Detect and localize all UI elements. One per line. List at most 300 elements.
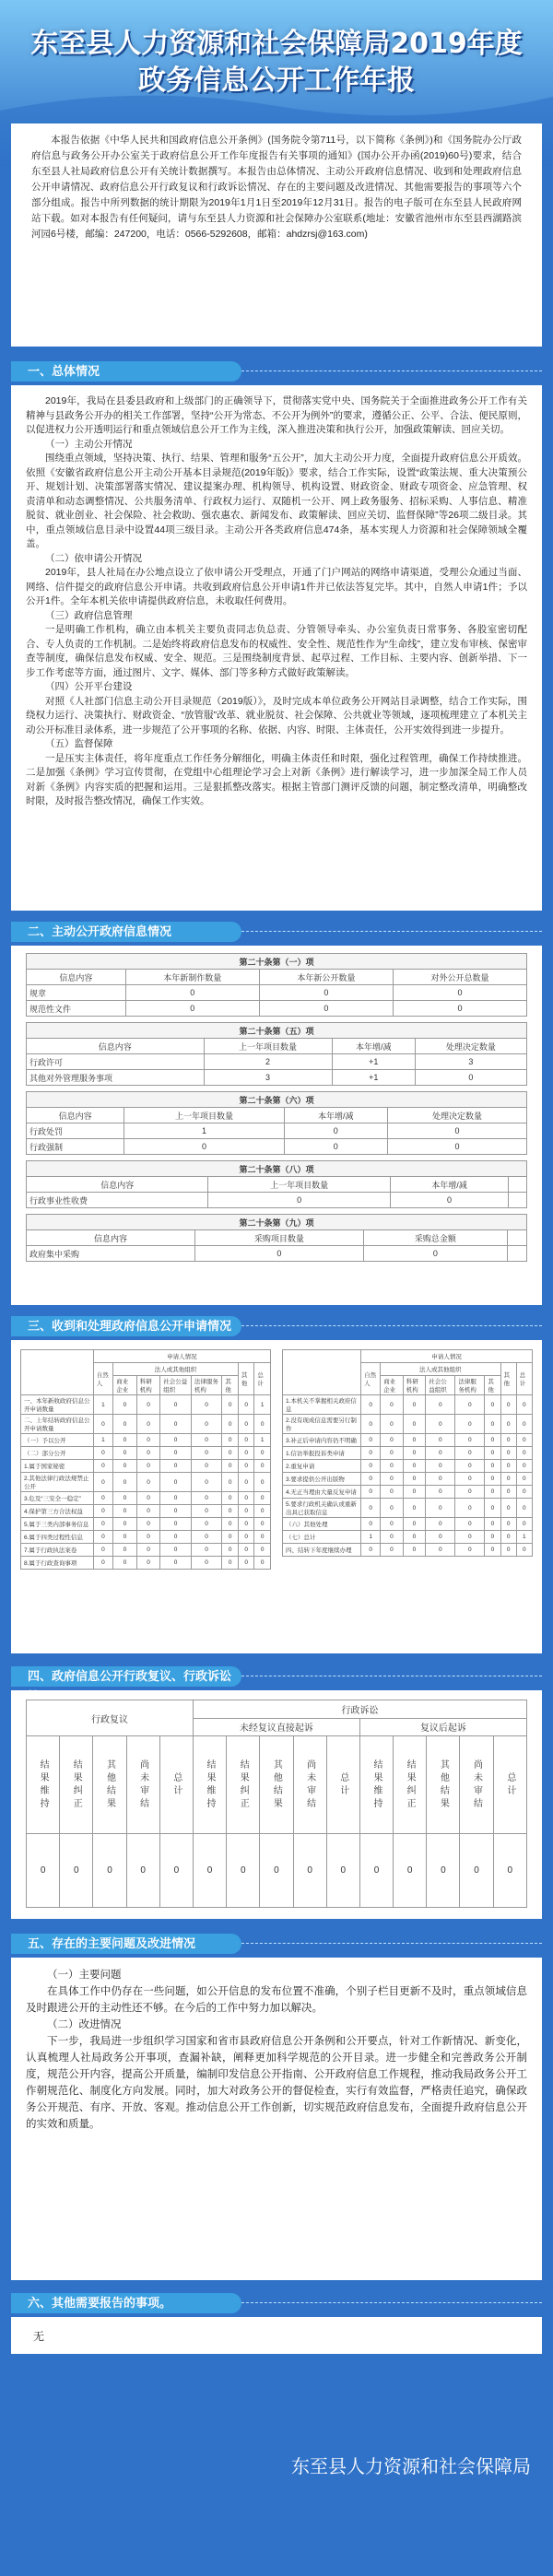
table-cell: +1 xyxy=(332,1070,415,1086)
table-header-cell: 信息内容 xyxy=(27,970,126,985)
table-header-cell: 采购项目数量 xyxy=(194,1230,363,1246)
active-tables xyxy=(26,953,527,1267)
table-cell: 0 xyxy=(500,1434,516,1447)
table-caption: 第二十条第（八）项 xyxy=(27,1161,527,1177)
table-header-cell: 采购总金额 xyxy=(363,1230,507,1246)
review-table xyxy=(26,1700,527,1908)
table-header-cell: 上一年项目数量 xyxy=(208,1177,390,1193)
table-cell: 4.保护第三方合法权益 xyxy=(21,1505,94,1518)
table-cell: （七）总计 xyxy=(283,1531,361,1544)
table-cell: 0 xyxy=(516,1544,532,1557)
review-col-header: 尚未审结 xyxy=(126,1736,159,1834)
table-cell: 0 xyxy=(113,1460,137,1473)
table-header-row xyxy=(27,1230,527,1246)
table-cell: 0 xyxy=(361,1486,381,1499)
table-cell: 0 xyxy=(254,1505,271,1518)
table-cell: 0 xyxy=(160,1518,192,1531)
table-caption: 第二十条第（九）项 xyxy=(27,1215,527,1230)
active-table xyxy=(26,1091,527,1155)
table-row xyxy=(27,1139,527,1155)
table-cell: 4.无正当理由大量反复申请 xyxy=(283,1486,361,1499)
review-col-header: 结果维持 xyxy=(27,1736,60,1834)
table-cell: 0 xyxy=(222,1505,239,1518)
table-cell: 0 xyxy=(222,1557,239,1570)
table-cell: 0 xyxy=(516,1434,532,1447)
table-cell: 0 xyxy=(381,1499,404,1518)
table-cell: 规章 xyxy=(27,985,126,1001)
table-cell: 0 xyxy=(160,1531,192,1544)
table-cell: 0 xyxy=(160,1473,192,1492)
review-group-header: 行政诉讼 xyxy=(193,1700,526,1719)
table-row xyxy=(283,1544,533,1557)
table-cell: 0 xyxy=(500,1544,516,1557)
table-caption: 第二十条第（一）项 xyxy=(27,954,527,970)
table-cell: 0 xyxy=(238,1447,254,1460)
table-header-row xyxy=(27,970,527,985)
table-cell: 0 xyxy=(426,1395,455,1415)
section-2-header: 二、主动公开政府信息情况 xyxy=(11,922,241,942)
table-cell: 0 xyxy=(516,1415,532,1434)
table-cell: 0 xyxy=(93,1544,113,1557)
table-cell: 0 xyxy=(113,1473,137,1492)
table-cell: 0 xyxy=(361,1415,381,1434)
table-cell: 0 xyxy=(222,1531,239,1544)
table-cell: 0 xyxy=(160,1544,192,1557)
table-cell: 0 xyxy=(426,1434,455,1447)
table-row xyxy=(27,985,527,1001)
table-cell: 3 xyxy=(415,1054,526,1070)
apply-header-cell: 商业企业 xyxy=(113,1376,137,1395)
table-cell: 0 xyxy=(485,1531,500,1544)
active-table xyxy=(26,1214,527,1262)
table-row xyxy=(21,1434,271,1447)
table-cell: 0 xyxy=(393,985,526,1001)
review-col-header: 其他结果 xyxy=(427,1736,460,1834)
table-cell: 0 xyxy=(113,1434,137,1447)
table-cell: 0 xyxy=(160,1447,192,1460)
table-cell: 0 xyxy=(403,1447,426,1460)
table-cell: （六）其他处理 xyxy=(283,1518,361,1531)
table-cell: 0 xyxy=(222,1473,239,1492)
review-value-cell: 0 xyxy=(260,1834,293,1908)
table-cell: 0 xyxy=(259,985,393,1001)
overall-heading-3: （三）政府信息管理 xyxy=(45,609,133,621)
table-cell: 0 xyxy=(113,1531,137,1544)
review-value-cell: 0 xyxy=(27,1834,60,1908)
table-cell: 0 xyxy=(113,1505,137,1518)
table-row xyxy=(21,1473,271,1492)
table-cell: 规范性文件 xyxy=(27,1001,126,1017)
table-cell: 0 xyxy=(191,1492,222,1505)
table-cell: 0 xyxy=(361,1544,381,1557)
table-cell: 0 xyxy=(361,1395,381,1415)
table-row xyxy=(283,1447,533,1460)
table-cell: 0 xyxy=(500,1473,516,1486)
table-cell: 0 xyxy=(222,1395,239,1415)
table-cell: 0 xyxy=(136,1473,160,1492)
table-caption-row xyxy=(27,1215,527,1230)
apply-header-cell: 社会公益组织 xyxy=(160,1376,192,1395)
table-cell: 5.属于三类内部事务信息 xyxy=(21,1518,94,1531)
table-header-cell: 处理决定数量 xyxy=(388,1108,527,1123)
table-cell: +1 xyxy=(332,1054,415,1070)
table-cell: 0 xyxy=(160,1557,192,1570)
table-cell: 0 xyxy=(455,1460,485,1473)
table-header-row xyxy=(27,1039,527,1054)
table-cell: 0 xyxy=(191,1557,222,1570)
table-cell: 1.属于国家秘密 xyxy=(21,1460,94,1473)
table-cell: 0 xyxy=(93,1531,113,1544)
table-cell: 2.重复申请 xyxy=(283,1460,361,1473)
review-col-header: 其他结果 xyxy=(260,1736,293,1834)
table-cell: 1 xyxy=(361,1531,381,1544)
table-caption-row xyxy=(27,954,527,970)
apply-header-top: 申请人情况 xyxy=(93,1350,270,1363)
table-cell: 0 xyxy=(516,1447,532,1460)
table-row xyxy=(21,1460,271,1473)
table-cell: 0 xyxy=(426,1531,455,1544)
apply-table xyxy=(282,1349,533,1557)
table-row xyxy=(21,1518,271,1531)
table-cell: 0 xyxy=(485,1473,500,1486)
table-cell: 0 xyxy=(136,1395,160,1415)
table-cell: 0 xyxy=(238,1395,254,1415)
section-3-body xyxy=(11,1340,542,1653)
table-cell: 0 xyxy=(381,1473,404,1486)
review-value-cell: 0 xyxy=(394,1834,427,1908)
table-cell: 0 xyxy=(485,1518,500,1531)
table-header-cell: 上一年项目数量 xyxy=(124,1108,284,1123)
problems-heading-1: （一）主要问题 xyxy=(47,1970,122,1981)
table-cell: 0 xyxy=(393,1001,526,1017)
other-matters-text: 无 xyxy=(33,2330,45,2343)
table-cell: 2.其他法律行政法规禁止公开 xyxy=(21,1473,94,1492)
apply-header-cell: 其他 xyxy=(222,1376,239,1395)
table-cell: 0 xyxy=(485,1544,500,1557)
table-cell: 0 xyxy=(191,1415,222,1434)
table-cell: 0 xyxy=(403,1518,426,1531)
title-line-1: 东至县人力资源和社会保障局2019年度 xyxy=(30,28,523,60)
table-cell: 0 xyxy=(516,1499,532,1518)
table-cell: 0 xyxy=(381,1415,404,1434)
table-cell: 0 xyxy=(113,1447,137,1460)
table-cell: 1 xyxy=(124,1123,284,1139)
table-header-cell: 信息内容 xyxy=(27,1039,205,1054)
table-cell: （二）部分公开 xyxy=(21,1447,94,1460)
review-value-cell: 0 xyxy=(359,1834,393,1908)
apply-table-left xyxy=(20,1349,271,1570)
table-cell: 0 xyxy=(238,1415,254,1434)
table-cell: 0 xyxy=(361,1447,381,1460)
table-cell: 6.属于四类过程性信息 xyxy=(21,1531,94,1544)
review-group-header: 行政复议 xyxy=(27,1700,194,1736)
review-value-cell: 0 xyxy=(159,1834,193,1908)
table-cell: 7.属于行政执法案卷 xyxy=(21,1544,94,1557)
overall-intro: 2019年，我局在县委县政府和上级部门的正确领导下，贯彻落实党中央、国务院关于全面推进政务公开工作有关精神与县政务公开办的相关工作部署，坚持“公开为常态、不公开为例外”的要求，遵循公正、公平、合法、便民原则，以促进权力公开透明运行和重点领域信息公开工作为主线，深入推进决策和执行公开，加强政策解读、回应关切。 xyxy=(26,395,527,435)
section-1-header: 一、总体情况 xyxy=(11,361,241,382)
review-col-header: 结果纠正 xyxy=(227,1736,260,1834)
table-cell: 行政强制 xyxy=(27,1139,124,1155)
table-cell: 0 xyxy=(426,1518,455,1531)
table-row xyxy=(21,1505,271,1518)
table-row xyxy=(283,1395,533,1415)
table-row xyxy=(21,1447,271,1460)
active-table xyxy=(26,1022,527,1086)
table-cell: 0 xyxy=(113,1492,137,1505)
table-cell: 0 xyxy=(388,1139,527,1155)
table-cell: 0 xyxy=(426,1415,455,1434)
table-cell: 0 xyxy=(516,1473,532,1486)
table-cell: 0 xyxy=(113,1557,137,1570)
table-cell: 0 xyxy=(136,1434,160,1447)
table-cell: 0 xyxy=(238,1531,254,1544)
table-cell: 0 xyxy=(93,1518,113,1531)
table-cell: 1 xyxy=(516,1531,532,1544)
table-cell: 2.没有现成信息需要另行制作 xyxy=(283,1415,361,1434)
table-cell: 0 xyxy=(124,1139,284,1155)
table-header-cell: 本年增/减 xyxy=(284,1108,388,1123)
table-cell: 0 xyxy=(500,1395,516,1415)
table-cell: 0 xyxy=(160,1505,192,1518)
table-row xyxy=(283,1415,533,1434)
table-cell: 0 xyxy=(485,1447,500,1460)
apply-header-cell: 科研机构 xyxy=(136,1376,160,1395)
table-cell: 0 xyxy=(191,1447,222,1460)
review-sub-header: 复议后起诉 xyxy=(359,1718,526,1736)
table-cell: 0 xyxy=(426,1447,455,1460)
footer-organization: 东至县人力资源和社会保障局 xyxy=(291,2457,531,2477)
overall-heading-5: （五）监督保障 xyxy=(45,738,113,749)
table-row xyxy=(283,1434,533,1447)
table-header-cell: 处理决定数量 xyxy=(415,1039,526,1054)
table-header-cell: 本年新公开数量 xyxy=(259,970,393,985)
table-cell: 行政事业性收费 xyxy=(27,1193,208,1208)
table-header-cell: 信息内容 xyxy=(27,1177,208,1193)
overall-para-1: 围绕重点领域，坚持决策、执行、结果、管理和服务“五公开”，加大主动公开力度，全面提升政府信息公开质效。依照《安徽省政府信息公开主动公开基本目录规范(2019年版)》要求，结合工作实际，设置“政策法规、重大决策预公开、规划计划、决策部署落实情况、建议提案办理、机构领导、机构设置、财政资金、财政专项资金、应急管理、权责清单和动态调整情况、公共服务清单、行政权力运行、双随机一公开、网上政务服务、招标采购、人事信息、精准脱贫、就业创业、社会保险、社会救助、强农惠农、新闻发布、政策解读、回应关切、监督保障”等26项二级目录。其中，重点领域信息目录中设置44项三级目录。主动公开各类政府信息474条，基本实现人力资源和社会保障领域全覆盖。 xyxy=(26,453,527,549)
apply-header-cell: 法人或其他组织 xyxy=(381,1363,500,1376)
table-cell: 1.信访举报投诉类申请 xyxy=(283,1447,361,1460)
table-row xyxy=(27,1001,527,1017)
table-cell: 0 xyxy=(136,1415,160,1434)
table-cell: 0 xyxy=(381,1434,404,1447)
table-row xyxy=(283,1531,533,1544)
overall-para-5: 一是压实主体责任，将年度重点工作任务分解细化，明确主体责任和时限，强化过程管理，确保工作持续推进。二是加强《条例》学习宣传贯彻，在党组中心组理论学习会上对新《条例》进行解读学习，进一步加深全局工作人员对新《条例》内容实质的把握和运用。三是狠抓整改落实。根据主管部门测评反馈的问题，制定整改清单，明确整改时限，及时报告整改情况，确保工作实效。 xyxy=(26,752,527,806)
review-value-cell: 0 xyxy=(326,1834,359,1908)
apply-header-cell: 法人或其他组织 xyxy=(113,1363,239,1376)
table-caption-row xyxy=(27,1092,527,1108)
table-cell: 0 xyxy=(455,1531,485,1544)
table-cell: 0 xyxy=(381,1544,404,1557)
apply-header-cell: 科研机构 xyxy=(403,1376,426,1395)
table-cell: 0 xyxy=(363,1246,507,1262)
table-cell: 0 xyxy=(381,1518,404,1531)
table-header-cell xyxy=(509,1177,527,1193)
apply-header-cell: 法律服务机构 xyxy=(455,1376,485,1395)
table-caption: 第二十条第（五）项 xyxy=(27,1023,527,1039)
table-row xyxy=(283,1460,533,1473)
table-cell: 0 xyxy=(284,1139,388,1155)
table-cell: 0 xyxy=(254,1518,271,1531)
review-value-cell: 0 xyxy=(493,1834,526,1908)
table-cell: 0 xyxy=(113,1544,137,1557)
review-col-header: 尚未审结 xyxy=(293,1736,326,1834)
table-cell: 0 xyxy=(485,1415,500,1434)
table-cell: 0 xyxy=(136,1492,160,1505)
table-cell: 0 xyxy=(455,1447,485,1460)
table-cell: 0 xyxy=(485,1460,500,1473)
table-cell: 1 xyxy=(254,1395,271,1415)
table-cell: 0 xyxy=(403,1395,426,1415)
apply-header-cell: 总计 xyxy=(516,1363,532,1395)
review-value-cell: 0 xyxy=(293,1834,326,1908)
table-cell: 0 xyxy=(516,1518,532,1531)
table-row xyxy=(283,1518,533,1531)
section-1-body xyxy=(11,385,542,911)
table-row xyxy=(27,1054,527,1070)
table-cell: 0 xyxy=(194,1246,363,1262)
table-cell: 0 xyxy=(426,1460,455,1473)
table-cell: 0 xyxy=(455,1499,485,1518)
table-cell: 5.要求行政机关确认或重新出具已获取信息 xyxy=(283,1499,361,1518)
table-cell: 0 xyxy=(93,1473,113,1492)
table-cell: 政府集中采购 xyxy=(27,1246,195,1262)
review-col-header: 结果维持 xyxy=(359,1736,393,1834)
table-cell: 0 xyxy=(254,1531,271,1544)
table-cell: 0 xyxy=(516,1460,532,1473)
table-cell: 其他对外管理服务事项 xyxy=(27,1070,205,1086)
apply-header-cell: 法律服务机构 xyxy=(191,1376,222,1395)
review-col-header: 其他结果 xyxy=(93,1736,126,1834)
table-cell: 0 xyxy=(455,1415,485,1434)
apply-header-cell: 总计 xyxy=(254,1363,271,1395)
table-header-cell: 本年增/减 xyxy=(332,1039,415,1054)
table-header-cell xyxy=(507,1230,526,1246)
table-cell: 0 xyxy=(426,1544,455,1557)
table-cell: 0 xyxy=(455,1486,485,1499)
table-cell: 0 xyxy=(254,1557,271,1570)
table-header-row xyxy=(27,1108,527,1123)
table-cell: 0 xyxy=(485,1395,500,1415)
table-cell: 0 xyxy=(254,1415,271,1434)
table-cell: 0 xyxy=(254,1473,271,1492)
table-row xyxy=(283,1473,533,1486)
overall-heading-4: （四）公开平台建设 xyxy=(45,681,133,692)
table-cell: 0 xyxy=(136,1557,160,1570)
table-cell: 0 xyxy=(191,1460,222,1473)
table-cell: 0 xyxy=(284,1123,388,1139)
apply-header-cell: 自然人 xyxy=(361,1363,381,1395)
table-cell: 0 xyxy=(238,1492,254,1505)
section-4-header: 四、政府信息公开行政复议、行政诉讼 xyxy=(11,1666,241,1687)
table-cell: 0 xyxy=(361,1518,381,1531)
table-cell: 0 xyxy=(238,1557,254,1570)
table-cell: 二、上年结转政府信息公开申请数量 xyxy=(21,1415,94,1434)
table-cell: 0 xyxy=(500,1447,516,1460)
apply-table-right xyxy=(282,1349,533,1557)
table-cell: 0 xyxy=(222,1415,239,1434)
table-cell: 0 xyxy=(388,1123,527,1139)
table-cell: 0 xyxy=(403,1486,426,1499)
table-cell: 2 xyxy=(204,1054,332,1070)
section-3-header: 三、收到和处理政府信息公开申请情况 xyxy=(11,1316,241,1336)
table-cell xyxy=(509,1193,527,1208)
table-cell: 0 xyxy=(191,1473,222,1492)
review-value-cell: 0 xyxy=(126,1834,159,1908)
table-cell: 1 xyxy=(93,1434,113,1447)
overall-para-2: 2019年，县人社局在办公地点设立了依申请公开受理点，开通了门户网站的网络申请渠道，受理公众通过当面、网络、信件提交的政府信息公开申请。共收到政府信息公开申请1件并已依法答复完毕。其中，自然人申请1件；予以公开1件。全年本机关依申请提供政府信息，未收取任何费用。 xyxy=(26,567,527,606)
table-cell: 0 xyxy=(93,1447,113,1460)
table-cell: 0 xyxy=(500,1531,516,1544)
table-cell: 0 xyxy=(254,1492,271,1505)
apply-header-top: 申请人情况 xyxy=(361,1350,533,1363)
table-cell: 0 xyxy=(113,1415,137,1434)
table-row xyxy=(27,1193,527,1208)
table-cell: 0 xyxy=(222,1544,239,1557)
table-cell: 0 xyxy=(485,1486,500,1499)
table-cell: 0 xyxy=(160,1395,192,1415)
active-table xyxy=(26,953,527,1017)
review-header-row xyxy=(27,1736,527,1834)
apply-header-cell: 社会公益组织 xyxy=(426,1376,455,1395)
table-cell: 0 xyxy=(238,1473,254,1492)
section-5-header: 五、存在的主要问题及改进情况 xyxy=(11,1934,241,1954)
apply-header-cell: 其他 xyxy=(485,1376,500,1395)
table-cell: 0 xyxy=(222,1492,239,1505)
table-header-cell: 上一年项目数量 xyxy=(204,1039,332,1054)
table-cell: 0 xyxy=(254,1544,271,1557)
table-cell: 0 xyxy=(403,1499,426,1518)
section-6-body xyxy=(11,2317,542,2354)
table-row xyxy=(21,1544,271,1557)
apply-table xyxy=(20,1349,271,1570)
table-row xyxy=(27,1070,527,1086)
section-5-body xyxy=(11,1958,542,2280)
table-cell: 0 xyxy=(238,1460,254,1473)
table-header-cell: 本年增/减 xyxy=(390,1177,508,1193)
table-cell: 0 xyxy=(191,1505,222,1518)
review-value-row xyxy=(27,1834,527,1908)
table-cell: 0 xyxy=(485,1434,500,1447)
table-cell: 0 xyxy=(361,1460,381,1473)
table-cell: 0 xyxy=(381,1395,404,1415)
table-cell: 行政许可 xyxy=(27,1054,205,1070)
table-cell: 0 xyxy=(381,1447,404,1460)
table-cell: 0 xyxy=(93,1415,113,1434)
review-col-header: 总计 xyxy=(159,1736,193,1834)
table-caption-row xyxy=(27,1023,527,1039)
table-cell: 0 xyxy=(93,1460,113,1473)
table-row xyxy=(283,1499,533,1518)
table-cell: 0 xyxy=(516,1486,532,1499)
table-cell: 0 xyxy=(403,1415,426,1434)
apply-header-blank xyxy=(283,1350,361,1395)
table-header-cell: 信息内容 xyxy=(27,1230,195,1246)
table-cell: 3 xyxy=(204,1070,332,1086)
table-cell: 0 xyxy=(426,1486,455,1499)
table-cell: 0 xyxy=(390,1193,508,1208)
table-cell: 0 xyxy=(113,1395,137,1415)
problems-para-2: 下一步，我局进一步组织学习国家和省市县政府信息公开条例和公开要点，针对工作新情况、新变化，认真梳理人社局政务公开事项，查漏补缺，阐释更加科学规范的公开目录。进一步健全和完善政务公开制度，规范公开内容，提高公开质量，编制印发信息公开指南、公开政府信息工作规程，推动我局政务公开工作朝规范化、制度化方向发展。同时，加大对政务公开的督促检查，实行有效监督，严格责任追究，确保政务公开规范、有序、开放、客观。推动信息公开工作创新，切实规范政府信息发布，全面提升政府信息公开的实效和质量。 xyxy=(26,2036,527,2130)
table-cell: 0 xyxy=(516,1395,532,1415)
apply-header-cell: 商业企业 xyxy=(381,1376,404,1395)
table-cell: 1 xyxy=(254,1434,271,1447)
table-header-cell: 本年新制作数量 xyxy=(125,970,259,985)
table-cell: 一、本年新收政府信息公开申请数量 xyxy=(21,1395,94,1415)
table-cell: 0 xyxy=(93,1505,113,1518)
overall-para-3: 一是明确工作机构，确立由本机关主要负责同志负总责、分管领导牵头、办公室负责日常事务、各股室密切配合、专人负责的工作机制。二是始终将政府信息发布的权威性、安全性、规范性作为“生命线”，建立发布审核、保密审查等制度，确保信息发布权威、安全、规范。三是围绕制度背景、起草过程、工作目标、主要内容、创新举措、下一步工作考虑等方面，通过图片、文字、媒体、部门等多种方式做好政策解读。 xyxy=(26,624,527,678)
table-cell: 0 xyxy=(403,1531,426,1544)
table-cell: 0 xyxy=(455,1395,485,1415)
